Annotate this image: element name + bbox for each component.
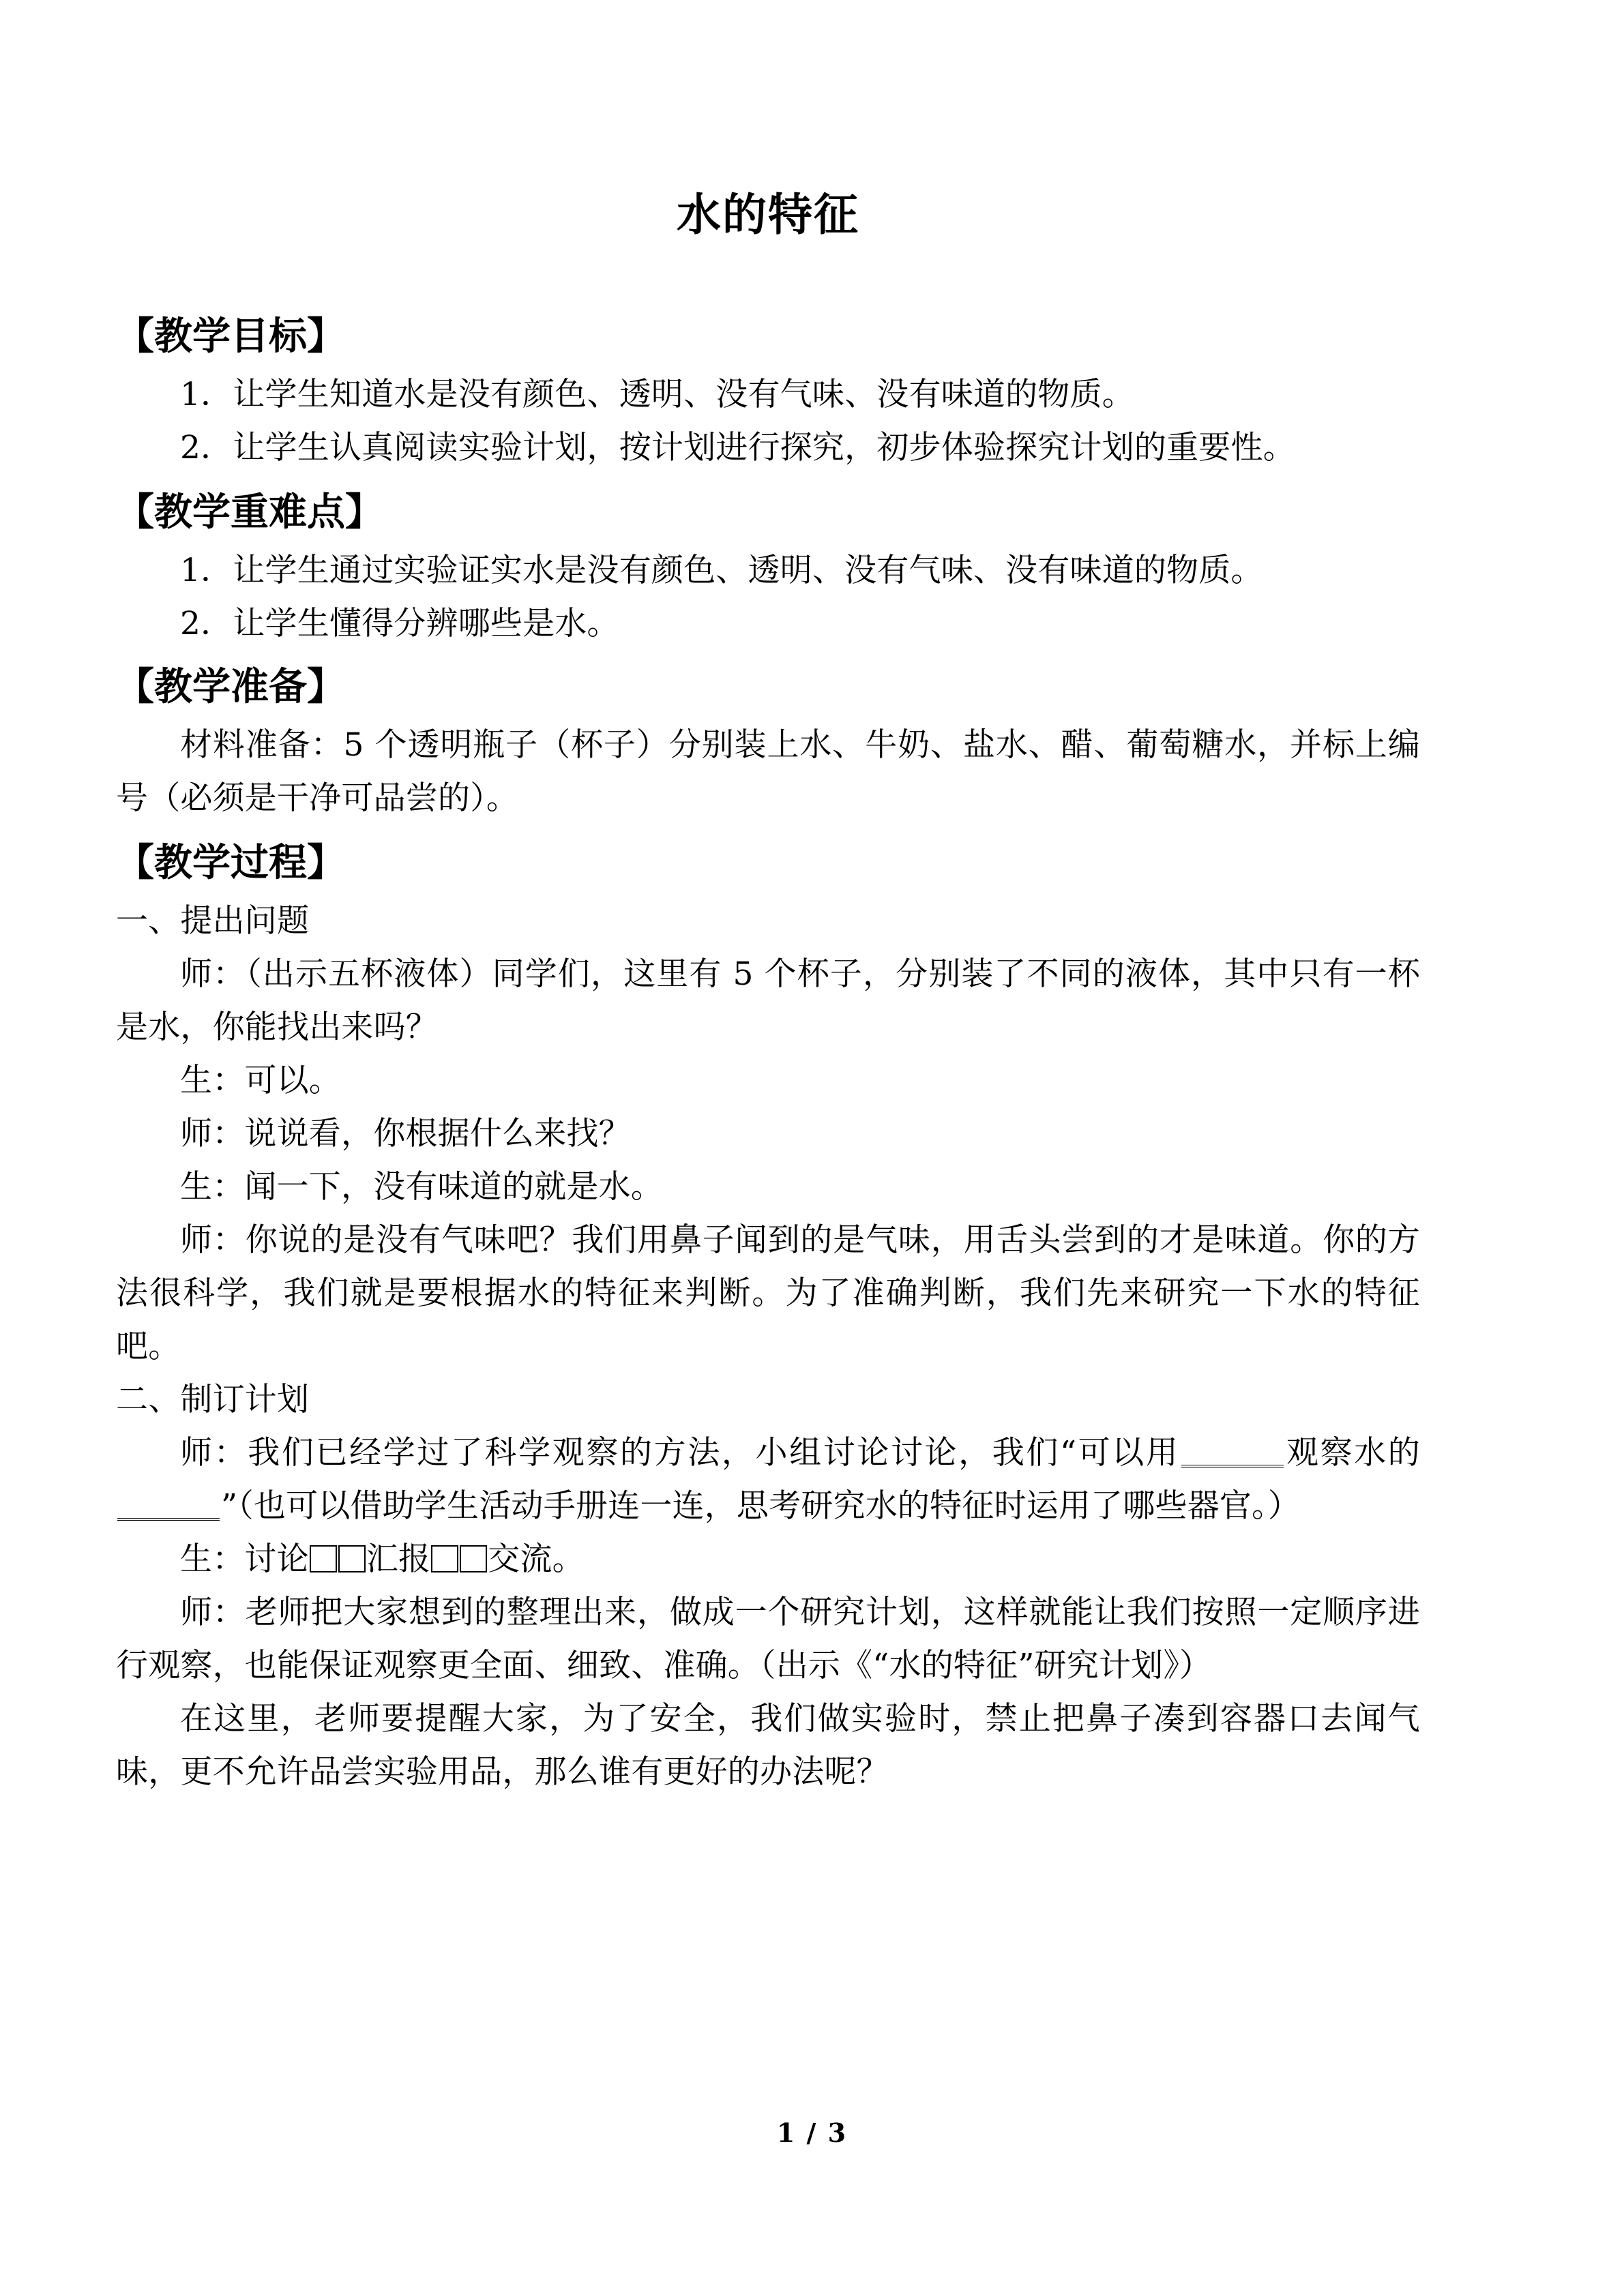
section-heading-key-points: 【教学重难点】 [116, 489, 383, 535]
missing-glyph-box [431, 1545, 458, 1572]
objective-item-2: 2．让学生认真阅读实验计划，按计划进行探究，初步体验探究计划的重要性。 [180, 428, 1295, 466]
plan-text-suffix: ”（也可以借助学生活动手册连一连，思考研究水的特征时运用了哪些器官。） [221, 1487, 1301, 1525]
page-footer: 1 / 3 [776, 2117, 848, 2148]
process-plan-line-with-blanks [116, 1427, 1420, 1533]
plan-text-mid: 观察水的 [1284, 1433, 1420, 1472]
process-dialogue-line-1: 师：（出示五杯液体）同学们，这里有 5 个杯子，分别装了不同的液体，其中只有一杯是水，你能找出来吗？ [116, 955, 1420, 1046]
page-title: 水的特征 [676, 189, 859, 241]
process-safety-note: 在这里，老师要提醒大家，为了安全，我们做实验时，禁止把鼻子凑到容器口去闻气味，更不允许品尝实验用品，那么谁有更好的办法呢？ [116, 1699, 1420, 1791]
process-part-one-label: 一、提出问题 [116, 901, 310, 940]
missing-glyph-box [310, 1545, 337, 1572]
process-part-two-label: 二、制订计划 [116, 1380, 310, 1418]
preparation-text: 材料准备：5 个透明瓶子（杯子）分别装上水、牛奶、盐水、醋、葡萄糖水，并标上编号（必须是干净可品尝的）。 [116, 726, 1420, 817]
student-line-suffix: 交流。 [488, 1540, 585, 1578]
section-heading-objectives: 【教学目标】 [116, 313, 345, 359]
missing-glyph-box [460, 1545, 487, 1572]
student-line-prefix: 生：讨论 [180, 1540, 309, 1578]
missing-glyph-box [338, 1545, 366, 1572]
objective-item-1: 1．让学生知道水是没有颜色、透明、没有气味、没有味道的物质。 [180, 375, 1134, 413]
process-dialogue-line-2: 生：可以。 [180, 1061, 341, 1099]
student-line-mid: 汇报 [366, 1540, 431, 1578]
process-dialogue-line-5: 师：你说的是没有气味吧？我们用鼻子闻到的是气味，用舌头尝到的才是味道。你的方法很科学，我们就是要根据水的特征来判断。为了准确判断，我们先来研究一下水的特征吧。 [116, 1221, 1420, 1365]
fill-in-blank-1[interactable] [1181, 1435, 1284, 1467]
key-point-item-2: 2．让学生懂得分辨哪些是水。 [180, 604, 619, 642]
fill-in-blank-2[interactable] [117, 1488, 220, 1521]
section-heading-process: 【教学过程】 [116, 839, 345, 885]
document-body [116, 0, 1420, 1799]
process-dialogue-line-3: 师：说说看，你根据什么来找？ [180, 1114, 631, 1152]
key-point-item-1: 1．让学生通过实验证实水是没有颜色、透明、没有气味、没有味道的物质。 [180, 551, 1263, 589]
process-teacher-plan-summary: 师：老师把大家想到的整理出来，做成一个研究计划，这样就能让我们按照一定顺序进行观察，也能保证观察更全面、细致、准确。（出示《“水的特征”研究计划》） [116, 1593, 1420, 1684]
plan-text-prefix: 师：我们已经学过了科学观察的方法，小组讨论讨论，我们“可以用 [180, 1433, 1180, 1472]
section-heading-preparation: 【教学准备】 [116, 664, 345, 709]
process-student-discussion-line [116, 1533, 1420, 1586]
process-dialogue-line-4: 生：闻一下，没有味道的就是水。 [180, 1167, 663, 1206]
